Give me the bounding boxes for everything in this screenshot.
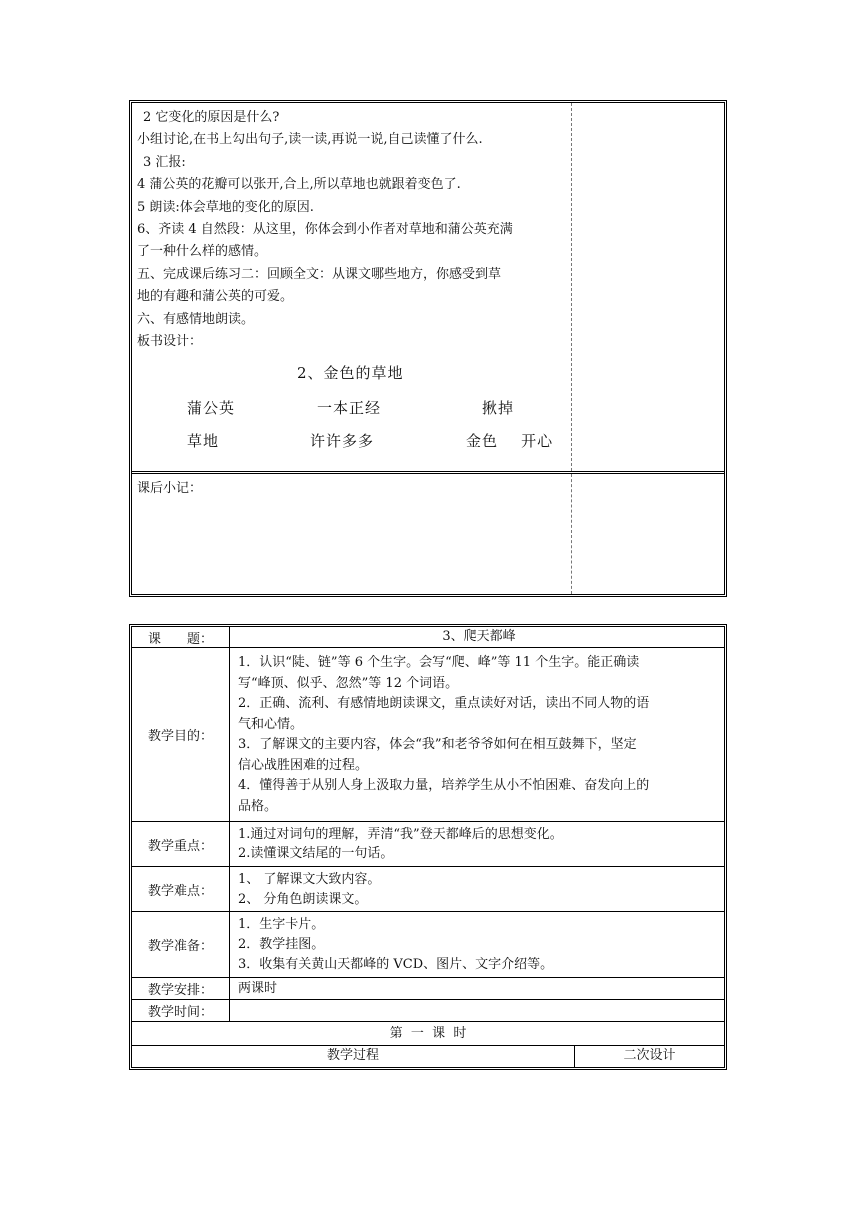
lesson-plan-table-top xyxy=(129,100,727,597)
text-line: 板书设计： xyxy=(137,334,203,350)
text-line: 地的有趣和蒲公英的可爱。 xyxy=(137,289,294,305)
text-line: 六、有感情地朗读。 xyxy=(137,311,255,327)
teaching-process-row xyxy=(132,103,724,474)
goals-value xyxy=(230,648,724,821)
text-line: 了一种什么样的感情。 xyxy=(137,244,268,260)
board-word: 许许多多 xyxy=(310,432,375,450)
time-value xyxy=(230,1000,724,1021)
text-line: 3 汇报: xyxy=(143,154,186,170)
goal-line: 气和心情。 xyxy=(238,716,304,732)
goal-line: 2．正确、流利、有感情地朗读课文，重点读好对话，读出不同人物的语 xyxy=(238,696,650,711)
board-word: 蒲公英 xyxy=(187,399,236,417)
preparation-line: 3．收集有关黄山天都峰的 VCD、图片、文字介绍等。 xyxy=(238,957,554,972)
board-word: 揪掉 xyxy=(482,399,515,417)
text-line: 6、齐读 4 自然段：从这里，你体会到小作者对草地和蒲公英充满 xyxy=(137,222,513,238)
goals-label: 教学目的： xyxy=(132,648,230,821)
difficulty-row xyxy=(132,867,724,912)
goals-row xyxy=(132,648,724,822)
goal-line: 3．了解课文的主要内容，体会“我”和老爷爷如何在相互鼓舞下，坚定 xyxy=(238,737,637,752)
session-heading: 第 一 课 时 xyxy=(132,1022,724,1046)
difficulty-label: 教学难点： xyxy=(132,867,230,911)
difficulty-line: 1、 了解课文大致内容。 xyxy=(238,872,381,887)
topic-value: 3、爬天都峰 xyxy=(442,629,516,644)
after-class-notes-cell xyxy=(132,474,572,594)
preparation-label: 教学准备： xyxy=(132,912,230,977)
topic-label: 课 题： xyxy=(132,627,230,647)
preparation-row xyxy=(132,912,724,978)
notes-label: 课后小记： xyxy=(137,481,203,496)
topic-row xyxy=(132,627,724,648)
process-header-row xyxy=(132,1046,724,1067)
key-points-label: 教学重点： xyxy=(132,822,230,866)
text-line: 五、完成课后练习二：回顾全文：从课文哪些地方，你感受到草 xyxy=(137,266,502,282)
schedule-label: 教学安排： xyxy=(132,978,230,999)
board-title: 2、金色的草地 xyxy=(297,364,404,382)
schedule-row xyxy=(132,978,724,1000)
lesson-plan-table xyxy=(129,624,727,1070)
time-label: 教学时间： xyxy=(132,1000,230,1021)
preparation-value xyxy=(230,912,724,977)
goal-line: 4．懂得善于从别人身上汲取力量，培养学生从小不怕困难、奋发向上的 xyxy=(238,778,650,793)
goal-line: 品格。 xyxy=(238,798,278,814)
time-row xyxy=(132,1000,724,1022)
after-class-notes-row xyxy=(132,474,724,594)
teaching-process-cell xyxy=(132,103,572,471)
board-word: 金色 开心 xyxy=(466,432,554,450)
key-points-value xyxy=(230,822,724,866)
goal-line: 信心战胜困难的过程。 xyxy=(238,757,369,773)
goal-line: 1．认识“陡、链”等 6 个生字。会写“爬、峰”等 11 个生字。能正确读 xyxy=(238,655,640,670)
key-point-line: 2.读懂课文结尾的一句话。 xyxy=(238,846,394,861)
board-word: 草地 xyxy=(187,432,220,450)
text-line: 小组讨论,在书上勾出句子,读一读,再说一说,自己读懂了什么. xyxy=(137,132,483,148)
text-line: 5 朗读:体会草地的变化的原因. xyxy=(137,199,314,215)
difficulty-line: 2、 分角色朗读课文。 xyxy=(238,892,368,907)
text-line: 4 蒲公英的花瓣可以张开,合上,所以草地也就跟着变色了. xyxy=(137,177,461,193)
schedule-value: 两课时 xyxy=(238,981,278,996)
goal-line: 写“峰顶、似乎、忽然”等 12 个词语。 xyxy=(238,675,459,691)
preparation-line: 1．生字卡片。 xyxy=(238,917,325,932)
key-point-line: 1.通过对词句的理解，弄清“我”登天都峰后的思想变化。 xyxy=(238,827,563,842)
preparation-line: 2．教学挂图。 xyxy=(238,937,325,952)
key-points-row xyxy=(132,822,724,867)
board-word: 一本正经 xyxy=(317,399,382,417)
text-line: 2 它变化的原因是什么? xyxy=(143,110,280,125)
process-header: 教学过程 xyxy=(132,1046,575,1067)
difficulty-value xyxy=(230,867,724,911)
redesign-header: 二次设计 xyxy=(623,1048,676,1063)
